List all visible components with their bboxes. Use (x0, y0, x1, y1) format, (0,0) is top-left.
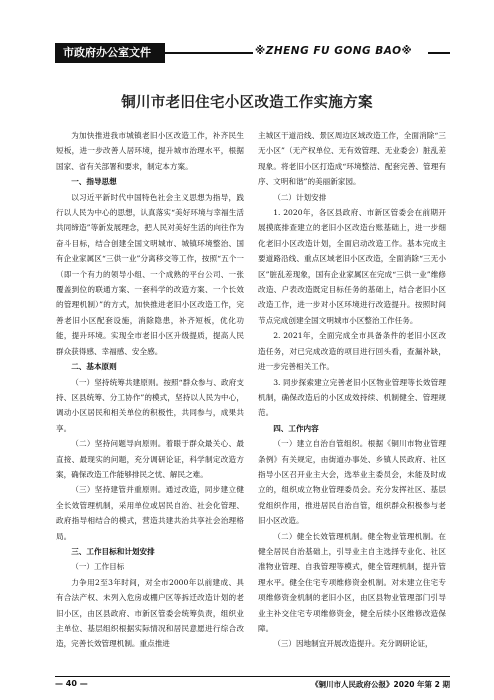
body-paragraph: 1. 2020年，各区县政府、市新区管委会在前期开展摸底排查建立的老旧小区改造台账基础上，进一步细化老旧小区改造计划，全面启动改造工作。基本完成主要道路沿线、重点区域老旧小区改造，全面消除“三无小区”脏乱差现象，国有企业家属区在完成“三供一业”维修改造、户表改造既定目标任务的基础上，结合老旧小区改造工作，进一步对小区环境进行改造提升。按照时间节点完成创建全国文明城市小区整治工作任务。 (258, 208, 446, 325)
page-footer (55, 676, 450, 688)
right-column (258, 128, 446, 652)
section-heading: 四、工作内容 (273, 423, 319, 433)
footer-rule (55, 676, 450, 677)
subsection-paragraph: （一）坚持统筹共建原则。按照“群众参与、政府支持、区县统筹、分工协作”的模式，坚持以人民为中心，调动小区居民和相关单位的积极性，共同参与，成果共享。 (56, 377, 244, 433)
body-paragraph: 2. 2021年，全面完成全市具备条件的老旧小区改造任务，对已完成改造的项目进行回头看，查漏补缺，进一步完善相关工作。 (258, 331, 446, 372)
page-header (55, 43, 450, 63)
body-paragraph: 力争用2至3年时间，对全市2000年以前建成、具有合法产权、未列入危房或棚户区等拆迁改造计划的老旧小区，由区县政府、市新区管委会统筹负责，组织业主单位、基层组织根据实际情况和居民意愿进行综合改造，完善长效管理机制。重点推进 (56, 577, 244, 649)
section-heading: 二、基本原则 (71, 362, 117, 372)
header-rule-right (428, 52, 450, 54)
subsection-paragraph: （三）因地制宜开展改造提升。充分调研论证， (273, 639, 433, 649)
subsection-paragraph: （一）工作目标 (71, 562, 125, 572)
section-heading: 一、指导思想 (71, 177, 117, 187)
body-paragraph: 主城区干道沿线、景区周边区域改造工作，全面消除“三无小区”（无产权单位、无有效管理、无业委会）脏乱差现象。将老旧小区打造成“环境整洁、配套完善、管理有序、文明和谐”的美丽新家园。 (258, 131, 446, 187)
subsection-paragraph: （二）计划安排 (273, 192, 327, 202)
document-title: 铜川市老旧住宅小区改造工作实施方案 (121, 95, 373, 111)
subsection-paragraph: （一）建立自治自管组织。根据《铜川市物业管理条例》有关规定，由街道办事处、乡镇人民政府、社区指导小区召开业主大会，选举业主委员会，未能及时成立的，组织成立物业管理委员会。充分发挥社区、基层党组织作用，推进居民自治自管，组织群众积极参与老旧小区改造。 (258, 439, 446, 526)
body-paragraph: 为加快推进我市城镇老旧小区改造工作，补齐民生短板，进一步改善人居环境，提升城市治理水平，根据国家、省有关部署和要求，制定本方案。 (56, 131, 244, 171)
section-badge: 市政府办公室文件 (55, 43, 165, 63)
page-number: — 40 — (55, 679, 88, 688)
body-paragraph: 以习近平新时代中国特色社会主义思想为指导，践行以人民为中心的思想，认真落实“美好环境与幸福生活共同缔造”等新发展理念，把人民对美好生活的向往作为奋斗目标，结合创建全国文明城市、城镇环境整治、国有企业家属区“三供一业”分离移交等工作，按照“五个一（即一个有力的领导小组、一个成熟的平台公司、一张覆盖到位的联通方案、一套科学的改造方案、一个长效的管理机制）”的方式，加快推进老旧小区改造工作，完善老旧小区配套设施，消除隐患，补齐短板，优化功能，提升环境。实现全市老旧小区升级提质，提高人民群众获得感、幸福感、安全感。 (56, 192, 244, 356)
body-paragraph: 3. 同步探索建立完善老旧小区物业管理等长效管理机制，确保改造后的小区成效持续、机制健全、管理规范。 (258, 377, 446, 418)
section-heading: 三、工作目标和计划安排 (71, 546, 155, 556)
publication-name: ※ZHENG FU GONG BAO※ (255, 45, 413, 57)
subsection-paragraph: （二）坚持问题导向原则。着眼于群众最关心、最直接、最现实的问题，充分调研论证，科学制定改造方案，确保改造工作能够排民之忧、解民之难。 (56, 439, 244, 479)
left-column (56, 128, 244, 652)
subsection-paragraph: （三）坚持建管并重原则。通过改造，同步建立健全长效管理机制，采用单位或居民自治、社会化管理、政府指导相结合的模式，营造共建共治共享社会治理格局。 (56, 485, 244, 541)
header-rule-left (165, 52, 253, 54)
subsection-paragraph: （二）健全长效管理机制。健全物业管理机制。在健全居民自治基础上，引导业主自主选择专业化、社区准物业管理、自我管理等模式，健全管理机制，提升管理水平。健全住宅专项维修资金机制。对未建立住宅专项维修资金机制的老旧小区，由区县物业管理部门引导业主补交住宅专项维修资金，健全后续小区维修改造保障。 (258, 531, 446, 633)
journal-issue: 《铜川市人民政府公报》2020 年第 2 期 (311, 680, 450, 689)
